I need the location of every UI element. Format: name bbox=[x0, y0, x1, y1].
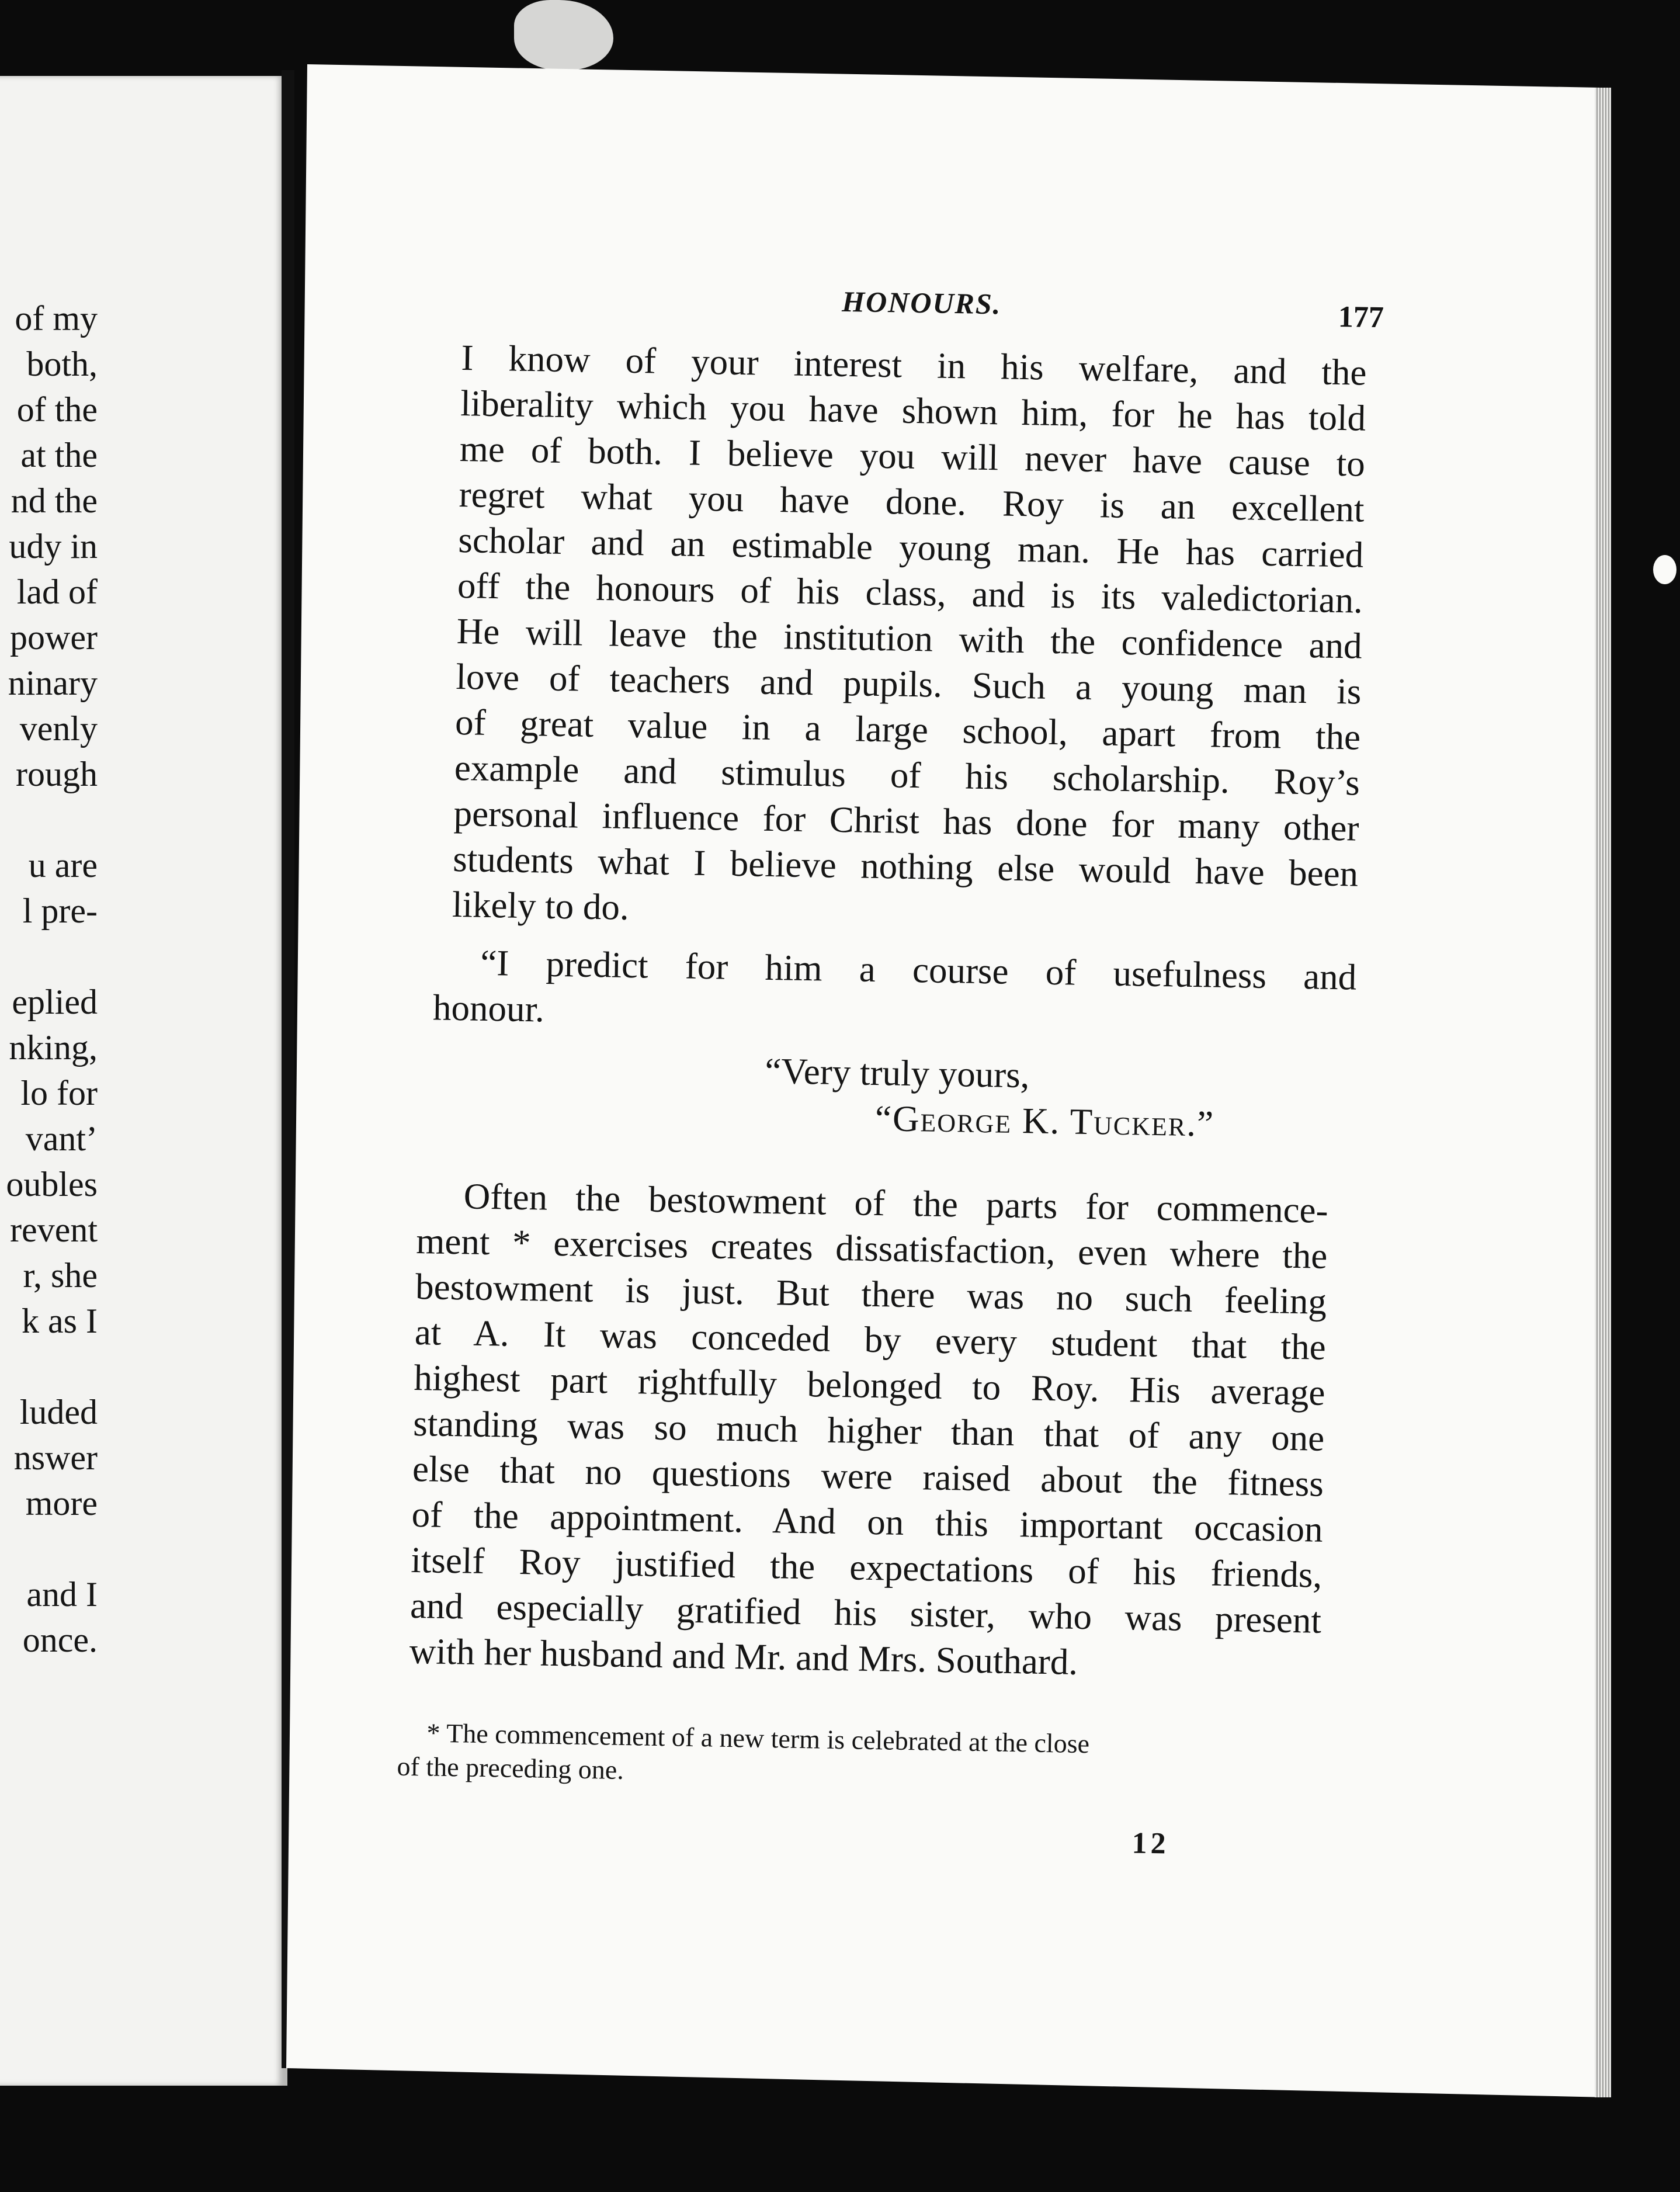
left-page-line: lad of bbox=[16, 573, 98, 611]
left-page-line: venly bbox=[19, 709, 98, 748]
left-page-line: u are bbox=[28, 846, 98, 885]
left-page-line: udy in bbox=[9, 527, 98, 566]
left-page-line: at the bbox=[20, 436, 98, 474]
left-page-line: and I bbox=[26, 1575, 98, 1614]
text-line: of great value in a large school, apart from the bbox=[454, 701, 1361, 758]
gathering-signature-mark: 12 bbox=[1131, 1826, 1170, 1861]
text-line: I know of your interest in his welfare, and the bbox=[461, 337, 1367, 393]
letter-closing: “Very truly yours, bbox=[764, 1050, 1030, 1096]
left-page-line: oubles bbox=[6, 1165, 98, 1203]
text-line: liberality which you have shown him, for he has told bbox=[460, 383, 1366, 439]
text-line: itself Roy justified the expectations of his friends, bbox=[410, 1539, 1323, 1596]
text-line: “I predict for him a course of usefulness and bbox=[480, 942, 1357, 998]
text-line: of the appointment. And on this important occasion bbox=[411, 1493, 1324, 1550]
text-line: highest part rightfully belonged to Roy. His average bbox=[414, 1357, 1326, 1413]
text-line: and especially gratified his sister, who was present bbox=[409, 1584, 1322, 1641]
letter-paragraph-2 bbox=[433, 939, 1357, 1045]
text-line: at A. It was conceded by every student that the bbox=[414, 1311, 1327, 1368]
left-page-line: revent bbox=[10, 1211, 98, 1249]
text-line: with her husband and Mr. and Mrs. Southard. bbox=[409, 1630, 1078, 1683]
left-page-line: rough bbox=[16, 755, 98, 793]
left-page-line: lo for bbox=[20, 1074, 98, 1112]
letter-signature: “George K. Tucker.” bbox=[874, 1097, 1215, 1144]
left-page-line: vant’ bbox=[25, 1119, 98, 1158]
left-page-line: luded bbox=[19, 1393, 98, 1431]
text-line: else that no questions were raised about the fitness bbox=[412, 1448, 1324, 1504]
footnote-line: * The commencement of a new term is celebrated at the close bbox=[426, 1718, 1090, 1759]
text-line: Often the bestowment of the parts for commence- bbox=[463, 1175, 1329, 1231]
text-line: regret what you have done. Roy is an excellent bbox=[459, 474, 1365, 530]
text-line: standing was so much higher than that of any one bbox=[412, 1402, 1325, 1459]
left-page-line: ninary bbox=[8, 664, 98, 702]
text-line: likely to do. bbox=[452, 883, 630, 928]
left-page-line: nking, bbox=[9, 1028, 98, 1067]
left-page-line: both, bbox=[26, 345, 98, 383]
left-page-line: nswer bbox=[13, 1438, 98, 1477]
paper-speck bbox=[1653, 555, 1676, 584]
text-line: love of teachers and pupils. Such a young man is bbox=[455, 655, 1362, 712]
text-line: example and stimulus of his scholarship. Roy’s bbox=[454, 747, 1360, 803]
left-page-line: r, she bbox=[23, 1256, 98, 1295]
text-line: scholar and an estimable young man. He has carried bbox=[457, 519, 1364, 575]
left-page-line: of my bbox=[15, 299, 98, 338]
text-line: personal influence for Christ has done for many other bbox=[453, 792, 1360, 849]
left-page-line: nd the bbox=[11, 481, 98, 520]
text-line: students what I believe nothing else would have been bbox=[452, 838, 1359, 894]
left-page-line: of the bbox=[16, 390, 98, 429]
text-line: me of both. I believe you will never have cause to bbox=[459, 428, 1366, 484]
left-page-line: l pre- bbox=[22, 892, 98, 930]
text-line: honour. bbox=[432, 987, 545, 1030]
left-page-line: more bbox=[25, 1484, 98, 1522]
footnote bbox=[397, 1716, 1309, 1799]
left-page-line: eplied bbox=[12, 983, 98, 1021]
left-page-line: once. bbox=[22, 1621, 98, 1659]
left-page-line: power bbox=[10, 618, 98, 657]
text-line: ment * exercises creates dissatisfaction, even where the bbox=[415, 1220, 1328, 1277]
footnote-line: of the preceding one. bbox=[397, 1751, 624, 1785]
text-line: He will leave the institution with the confidence and bbox=[456, 610, 1363, 667]
narrative-paragraph bbox=[409, 1173, 1328, 1689]
page-number: 177 bbox=[1338, 300, 1384, 335]
text-line: off the honours of his class, and is its valedictorian. bbox=[457, 565, 1363, 621]
letter-paragraph-1 bbox=[452, 335, 1367, 942]
left-page-line: k as I bbox=[22, 1302, 98, 1340]
text-line: bestowment is just. But there was no such feeling bbox=[415, 1265, 1327, 1322]
running-head: HONOURS. bbox=[841, 285, 1002, 321]
